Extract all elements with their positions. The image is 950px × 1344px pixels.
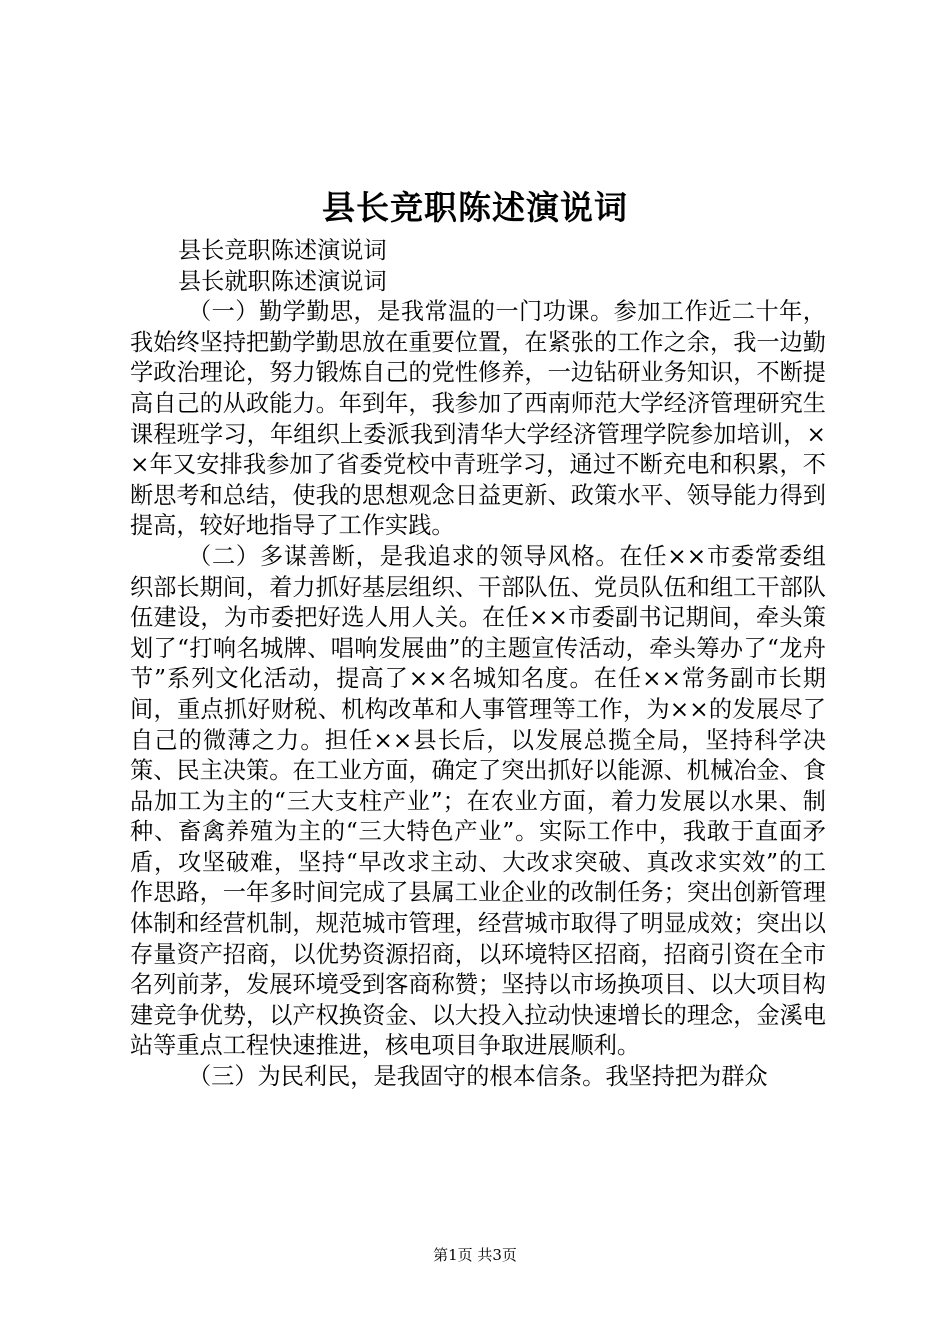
subheading: 县长竞职陈述演说词 (178, 237, 387, 264)
paragraph: （二）多谋善断，是我追求的领导风格。在任××市委常委组织部长期间，着力抓好基层组织、干部队伍、党员队伍和组工干部队伍建设，为市委把好选人用人关。在任××市委副书记期间，牵头策划了“打响名城牌、唱响发展曲”的主题宣传活动，牵头筹办了“龙舟节”系列文化活动，提高了××名城知名度。在任××常务副市长期间，重点抓好财税、机构改革和人事管理等工作，为××的发展尽了自己的微薄之力。担任××县长后，以发展总揽全局，坚持科学决策、民主决策。在工业方面，确定了突出抓好以能源、机械冶金、食品加工为主的“三大支柱产业”；在农业方面，着力发展以水果、制种、畜禽养殖为主的“三大特色产业”。实际工作中，我敢于直面矛盾，攻坚破难，坚持“早改求主动、大改求突破、真改求实效”的工作思路，一年多时间完成了县属工业企业的改制任务；突出创新管理体制和经营机制，规范城市管理，经营城市取得了明显成效；突出以存量资产招商，以优势资源招商，以环境特区招商，招商引资在全市名列前茅，发展环境受到客商称赞；坚持以市场换项目、以大项目构建竞争优势，以产权换资金、以大投入拉动快速增长的理念，金溪电站等重点工程快速推进，核电项目争取进展顺利。 (130, 542, 826, 1060)
page-footer: 第1页 共3页 (433, 1246, 517, 1264)
document-title: 县长竞职陈述演说词 (322, 188, 628, 227)
paragraph: （一）勤学勤思，是我常温的一门功课。参加工作近二十年，我始终坚持把勤学勤思放在重要位置，在紧张的工作之余，我一边勤学政治理论，努力锻炼自己的党性修养，一边钻研业务知识，不断提高自己的从政能力。年到年，我参加了西南师范大学经济管理研究生课程班学习，年组织上委派我到清华大学经济管理学院参加培训，××年又安排我参加了省委党校中青班学习，通过不断充电和积累，不断思考和总结，使我的思想观念日益更新、政策水平、领导能力得到提高，较好地指导了工作实践。 (130, 298, 826, 540)
document-body (130, 236, 826, 1093)
subheading: 县长就职陈述演说词 (178, 267, 387, 295)
paragraph: （三）为民利民，是我固守的根本信条。我坚持把为群众 (188, 1063, 768, 1091)
